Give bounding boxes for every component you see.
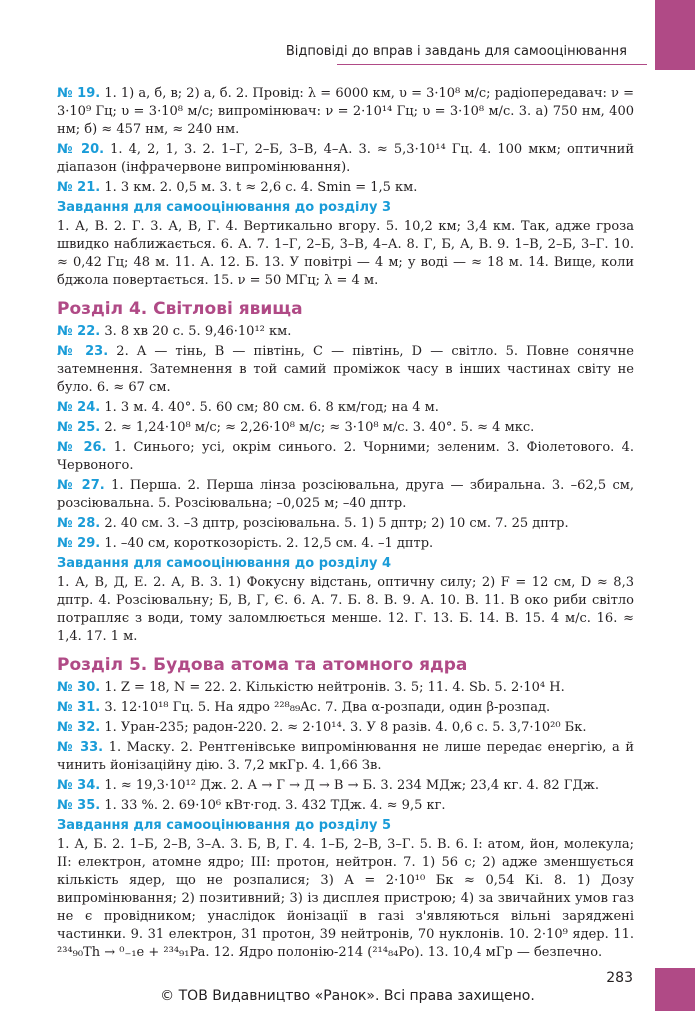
answer-text: 1. Синього; усі, окрім синього. 2. Чорними; зеленим. 3. Фіолетового. 4. Червоного. <box>57 440 634 473</box>
answer-paragraph <box>57 343 634 397</box>
answer-text: 2. 40 см. 3. –3 дптр, розсіювальна. 5. 1) 5 дптр; 2) 10 см. 7. 25 дптр. <box>104 516 569 531</box>
exercise-number: № 35. <box>57 798 101 813</box>
answer-text: 1. 3 км. 2. 0,5 м. 3. t ≈ 2,6 с. 4. Smin = 1,5 км. <box>104 180 418 195</box>
self-assessment-heading: Завдання для самооцінювання до розділу 3 <box>57 200 392 215</box>
answer-text: 1. Z = 18, N = 22. 2. Кількістю нейтронів. 3. 5; 11. 4. Sb. 5. 2·10⁴ Н. <box>104 680 565 695</box>
answer-paragraph <box>57 739 634 775</box>
page-number: 283 <box>606 970 633 986</box>
answer-paragraph <box>57 141 634 177</box>
exercise-number: № 30. <box>57 680 101 695</box>
answer-text: 1. А, В, Д, Е. 2. А, В. 3. 1) Фокусну відстань, оптичну силу; 2) F = 12 см, D ≈ 8,3 дптр. 4. Розсіювальну; Б, В, Г, Є. 6. А. 7. Б. 8. В. 9. А. 10. В. 11. В око риби світло потрапляє з води, тому заломлюється менше. 12. Г. 13. Б. 14. В. 15. 4 м/с. 16. ≈ 1,4. 17. 1 м. <box>57 575 634 644</box>
answer-text: 1. Уран-235; радон-220. 2. ≈ 2·10¹⁴. 3. У 8 разів. 4. 0,6 с. 5. 3,7·10²⁰ Бк. <box>104 720 587 735</box>
section-heading: Розділ 5. Будова атома та атомного ядра <box>57 655 468 675</box>
self-assessment-heading: Завдання для самооцінювання до розділу 4 <box>57 556 392 571</box>
exercise-number: № 32. <box>57 720 101 735</box>
exercise-number: № 34. <box>57 778 101 793</box>
exercise-number: № 33. <box>57 740 104 755</box>
answer-paragraph <box>57 777 634 795</box>
header-rule <box>337 64 647 65</box>
answer-text: 1. 1) а, б, в; 2) а, б. 2. Провід: λ = 6000 км, υ = 3·10⁸ м/с; радіопередавач: ν = 3·10⁹ Гц; υ = 3·10⁸ м/с; випромінювач: ν = 2·10¹⁴ Гц; υ = 3·10⁸ м/с. 3. а) 750 нм, 400 нм; б) ≈ 457 нм, ≈ 240 нм. <box>57 86 634 137</box>
answer-paragraph <box>57 719 634 737</box>
answer-paragraph <box>57 515 634 533</box>
answer-text: 1. А, Б. 2. 1–Б, 2–В, 3–А. 3. Б, В, Г. 4. 1–Б, 2–В, 3–Г. 5. В. 6. І: атом, йон, молекула; ІІ: електрон, атомне ядро; ІІІ: протон, нейтрон. 7. 1) 56 с; 2) адже зменшується кількість ядер, що не розпалися; 3) A = 2·10¹⁰ Бк ≈ 0,54 Кі. 8. 1) Дозу випромінювання; 2) позитивний; 3) із дисплея пристрою; 4) за звичайних умов газ не є провідником; унаслідок йонізації в газі з'являються вільні заряджені частинки. 9. 31 електрон, 31 протон, 39 нейтронів, 70 нуклонів. 10. 2·10⁹ ядер. 11. ²³⁴₉₀Th → ⁰₋₁e + ²³⁴₉₁Pa. 12. Ядро полонію-214 (²¹⁴₈₄Po). 13. 10,4 мГр — безпечно. <box>57 837 634 960</box>
answer-text: 1. 3 м. 4. 40°. 5. 60 см; 80 см. 6. 8 км/год; на 4 м. <box>104 400 439 415</box>
answer-paragraph <box>57 179 634 197</box>
answer-paragraph <box>57 679 634 697</box>
answer-paragraph <box>57 535 634 553</box>
answer-paragraph <box>57 836 634 962</box>
answer-text: 1. А, В. 2. Г. 3. А, В, Г. 4. Вертикально вгору. 5. 10,2 км; 3,4 км. Так, адже гроза швидко наближається. 6. А. 7. 1–Г, 2–Б, 3–В, 4–А. 8. Г, Б, А, В. 9. 1–В, 2–Б, 3–Г. 10. ≈ 0,42 Гц; 48 м. 11. А. 12. Б. 13. У повітрі — 4 м; у воді — ≈ 18 м. 14. Вище, коли бджола повертається. 15. ν = 50 МГц; λ = 4 м. <box>57 219 634 288</box>
answer-text: 1. 33 %. 2. 69·10⁶ кВт·год. 3. 432 ТДж. 4. ≈ 9,5 кг. <box>104 798 446 813</box>
self-assessment-heading: Завдання для самооцінювання до розділу 5 <box>57 818 392 833</box>
exercise-number: № 27. <box>57 478 105 493</box>
copyright-notice: © ТОВ Видавництво «Ранок». Всі права захищено. <box>160 988 535 1004</box>
answer-paragraph <box>57 574 634 646</box>
exercise-number: № 24. <box>57 400 101 415</box>
exercise-number: № 26. <box>57 440 107 455</box>
answer-text: 1. Маску. 2. Рентгенівське випромінювання не лише передає енергію, а й чинить йонізаційну дію. 3. 7,2 мкГр. 4. 1,66 Зв. <box>57 740 634 773</box>
answer-paragraph <box>57 439 634 475</box>
answer-text: 3. 12·10¹⁸ Гц. 5. На ядро ²²⁸₈₉Ac. 7. Два α-розпади, один β-розпад. <box>104 700 551 715</box>
chapter-tab-top <box>655 0 695 70</box>
exercise-number: № 23. <box>57 344 109 359</box>
section-heading: Розділ 4. Світлові явища <box>57 299 303 319</box>
answer-paragraph <box>57 323 634 341</box>
exercise-number: № 25. <box>57 420 101 435</box>
answer-text: 3. 8 хв 20 с. 5. 9,46·10¹² км. <box>104 324 292 339</box>
exercise-number: № 19. <box>57 86 101 101</box>
answer-paragraph <box>57 797 634 815</box>
answer-text: 2. ≈ 1,24·10⁸ м/с; ≈ 2,26·10⁸ м/с; ≈ 3·10⁸ м/с. 3. 40°. 5. ≈ 4 мкс. <box>104 420 535 435</box>
answer-text: 1. –40 см, короткозорість. 2. 12,5 см. 4. –1 дптр. <box>104 536 434 551</box>
answer-text: 2. A — тінь, B — півтінь, C — півтінь, D — світло. 5. Повне сонячне затемнення. Затемнення в той самий проміжок часу в інших частинах світу не було. 6. ≈ 67 см. <box>57 344 635 395</box>
exercise-number: № 29. <box>57 536 101 551</box>
answer-paragraph <box>57 699 634 717</box>
answer-text: 1. Перша. 2. Перша лінза розсіювальна, друга — збиральна. 3. –62,5 см, розсіювальна. 5. Розсіювальна; –0,025 м; –40 дптр. <box>57 478 634 511</box>
answer-text: 1. 4, 2, 1, 3. 2. 1–Г, 2–Б, 3–В, 4–А. 3. ≈ 5,3·10¹⁴ Гц. 4. 100 мкм; оптичний діапазон (інфрачервоне випромінювання). <box>57 142 634 175</box>
answer-paragraph <box>57 218 634 290</box>
answer-paragraph <box>57 399 634 417</box>
exercise-number: № 28. <box>57 516 101 531</box>
exercise-number: № 21. <box>57 180 101 195</box>
answers-content <box>57 85 634 964</box>
running-header: Відповіді до вправ і завдань для самооцінювання <box>285 44 627 59</box>
answer-paragraph <box>57 477 634 513</box>
answer-paragraph <box>57 419 634 437</box>
answer-text: 1. ≈ 19,3·10¹² Дж. 2. А → Г → Д → В → Б. 3. 234 МДж; 23,4 кг. 4. 82 ГДж. <box>104 778 600 793</box>
answer-paragraph <box>57 85 634 139</box>
exercise-number: № 31. <box>57 700 101 715</box>
exercise-number: № 20. <box>57 142 105 157</box>
exercise-number: № 22. <box>57 324 101 339</box>
